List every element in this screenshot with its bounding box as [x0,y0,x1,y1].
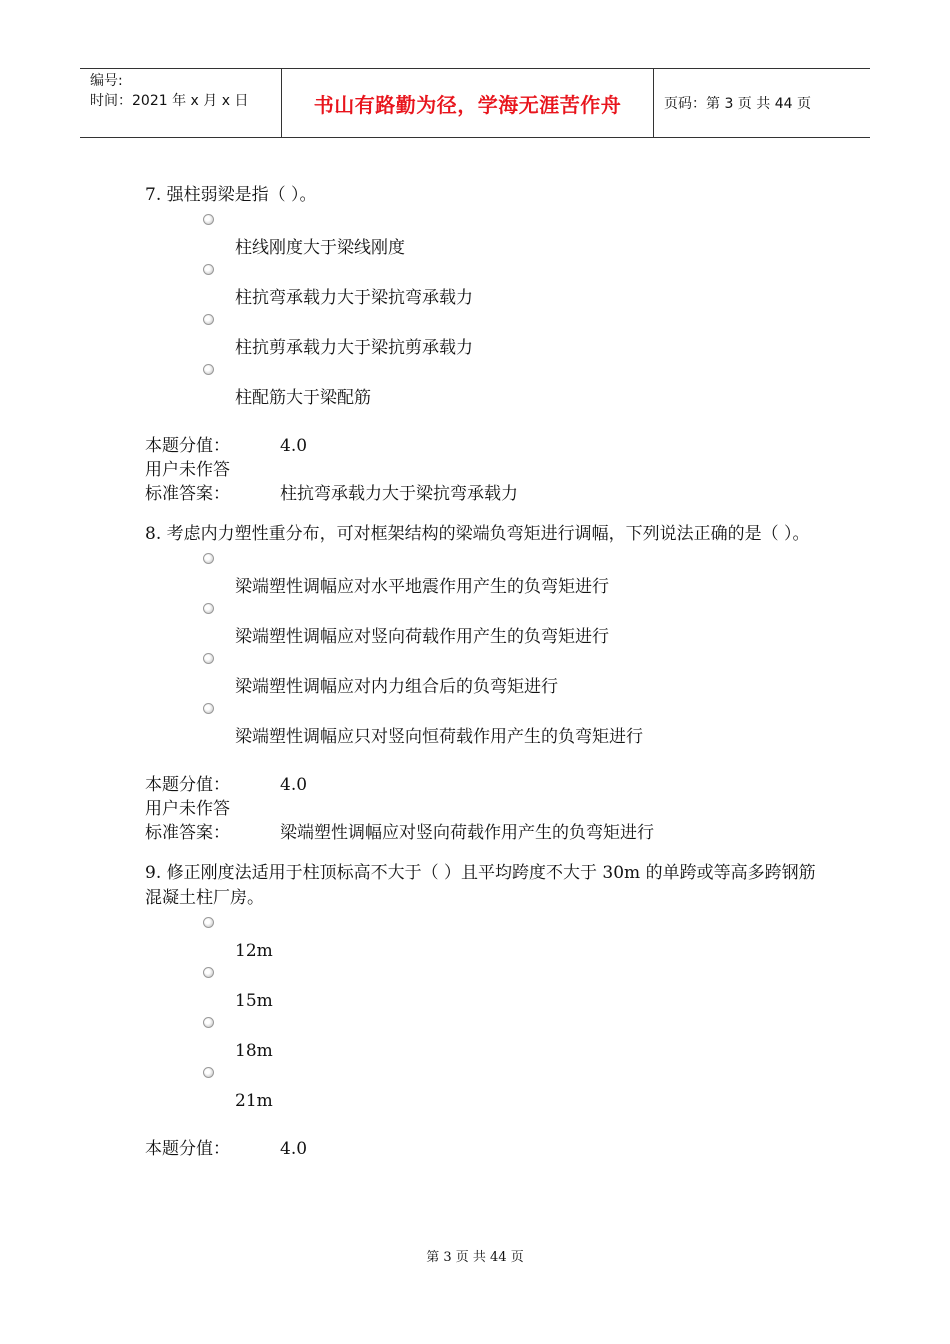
question-text: 7. 强柱弱梁是指（ ）。 [145,185,317,205]
score-label: 本题分值： [145,775,230,795]
document-header [80,68,870,138]
option-label: 柱抗剪承载力大于梁抗剪承载力 [235,338,473,358]
option-d[interactable] [145,697,825,747]
score-value: 4.0 [280,1139,308,1159]
option-a[interactable] [145,208,825,258]
question-9 [145,861,825,1161]
option-label: 21m [235,1091,273,1111]
question-list [145,183,825,1161]
header-info-cell [80,69,282,137]
user-status: 用户未作答 [145,799,230,819]
option-label: 12m [235,941,273,961]
score-label: 本题分值： [145,436,230,456]
radio-button[interactable] [203,1017,214,1028]
motto: 书山有路勤为径，学海无涯苦作舟 [313,92,622,117]
radio-button[interactable] [203,967,214,978]
option-b[interactable] [145,597,825,647]
option-a[interactable] [145,911,825,961]
page-info: 页码：第 3 页 共 44 页 [664,96,811,112]
radio-button[interactable] [203,703,214,714]
question-text: 9. 修正刚度法适用于柱顶标高不大于（ ）且平均跨度不大于 30m 的单跨或等高多跨钢筋混凝土柱厂房。 [145,863,816,908]
question-8 [145,522,825,845]
option-label: 梁端塑性调幅应只对竖向恒荷载作用产生的负弯矩进行 [235,727,643,747]
option-b[interactable] [145,961,825,1011]
option-d[interactable] [145,358,825,408]
user-status: 用户未作答 [145,460,230,480]
radio-button[interactable] [203,214,214,225]
page-footer: 第 3 页 共 44 页 [426,1250,524,1265]
option-label: 15m [235,991,273,1011]
score-value: 4.0 [280,775,308,795]
header-page-cell [654,69,870,137]
option-d[interactable] [145,1061,825,1111]
option-label: 柱线刚度大于梁线刚度 [235,238,405,258]
radio-button[interactable] [203,653,214,664]
header-motto-cell [282,69,654,137]
option-a[interactable] [145,547,825,597]
score-label: 本题分值： [145,1139,230,1159]
radio-button[interactable] [203,364,214,375]
radio-button[interactable] [203,264,214,275]
answer-label: 标准答案： [145,823,230,843]
question-meta [145,773,825,845]
option-label: 梁端塑性调幅应对水平地震作用产生的负弯矩进行 [235,577,609,597]
question-text: 8. 考虑内力塑性重分布，可对框架结构的梁端负弯矩进行调幅，下列说法正确的是（ ）。 [145,524,810,544]
option-label: 柱配筋大于梁配筋 [235,388,371,408]
question-meta [145,434,825,506]
question-meta [145,1137,825,1161]
answer-value: 柱抗弯承载力大于梁抗弯承载力 [280,484,518,504]
answer-label: 标准答案： [145,484,230,504]
radio-button[interactable] [203,1067,214,1078]
document-date: 时间：2021 年 x 月 x 日 [90,93,249,109]
option-label: 柱抗弯承载力大于梁抗弯承载力 [235,288,473,308]
radio-button[interactable] [203,314,214,325]
question-7 [145,183,825,506]
option-label: 18m [235,1041,273,1061]
option-label: 梁端塑性调幅应对竖向荷载作用产生的负弯矩进行 [235,627,609,647]
document-number: 编号: [90,73,123,89]
radio-button[interactable] [203,917,214,928]
option-label: 梁端塑性调幅应对内力组合后的负弯矩进行 [235,677,558,697]
radio-button[interactable] [203,603,214,614]
radio-button[interactable] [203,553,214,564]
score-value: 4.0 [280,436,308,456]
option-c[interactable] [145,647,825,697]
option-c[interactable] [145,308,825,358]
option-c[interactable] [145,1011,825,1061]
answer-value: 梁端塑性调幅应对竖向荷载作用产生的负弯矩进行 [280,823,654,843]
option-b[interactable] [145,258,825,308]
